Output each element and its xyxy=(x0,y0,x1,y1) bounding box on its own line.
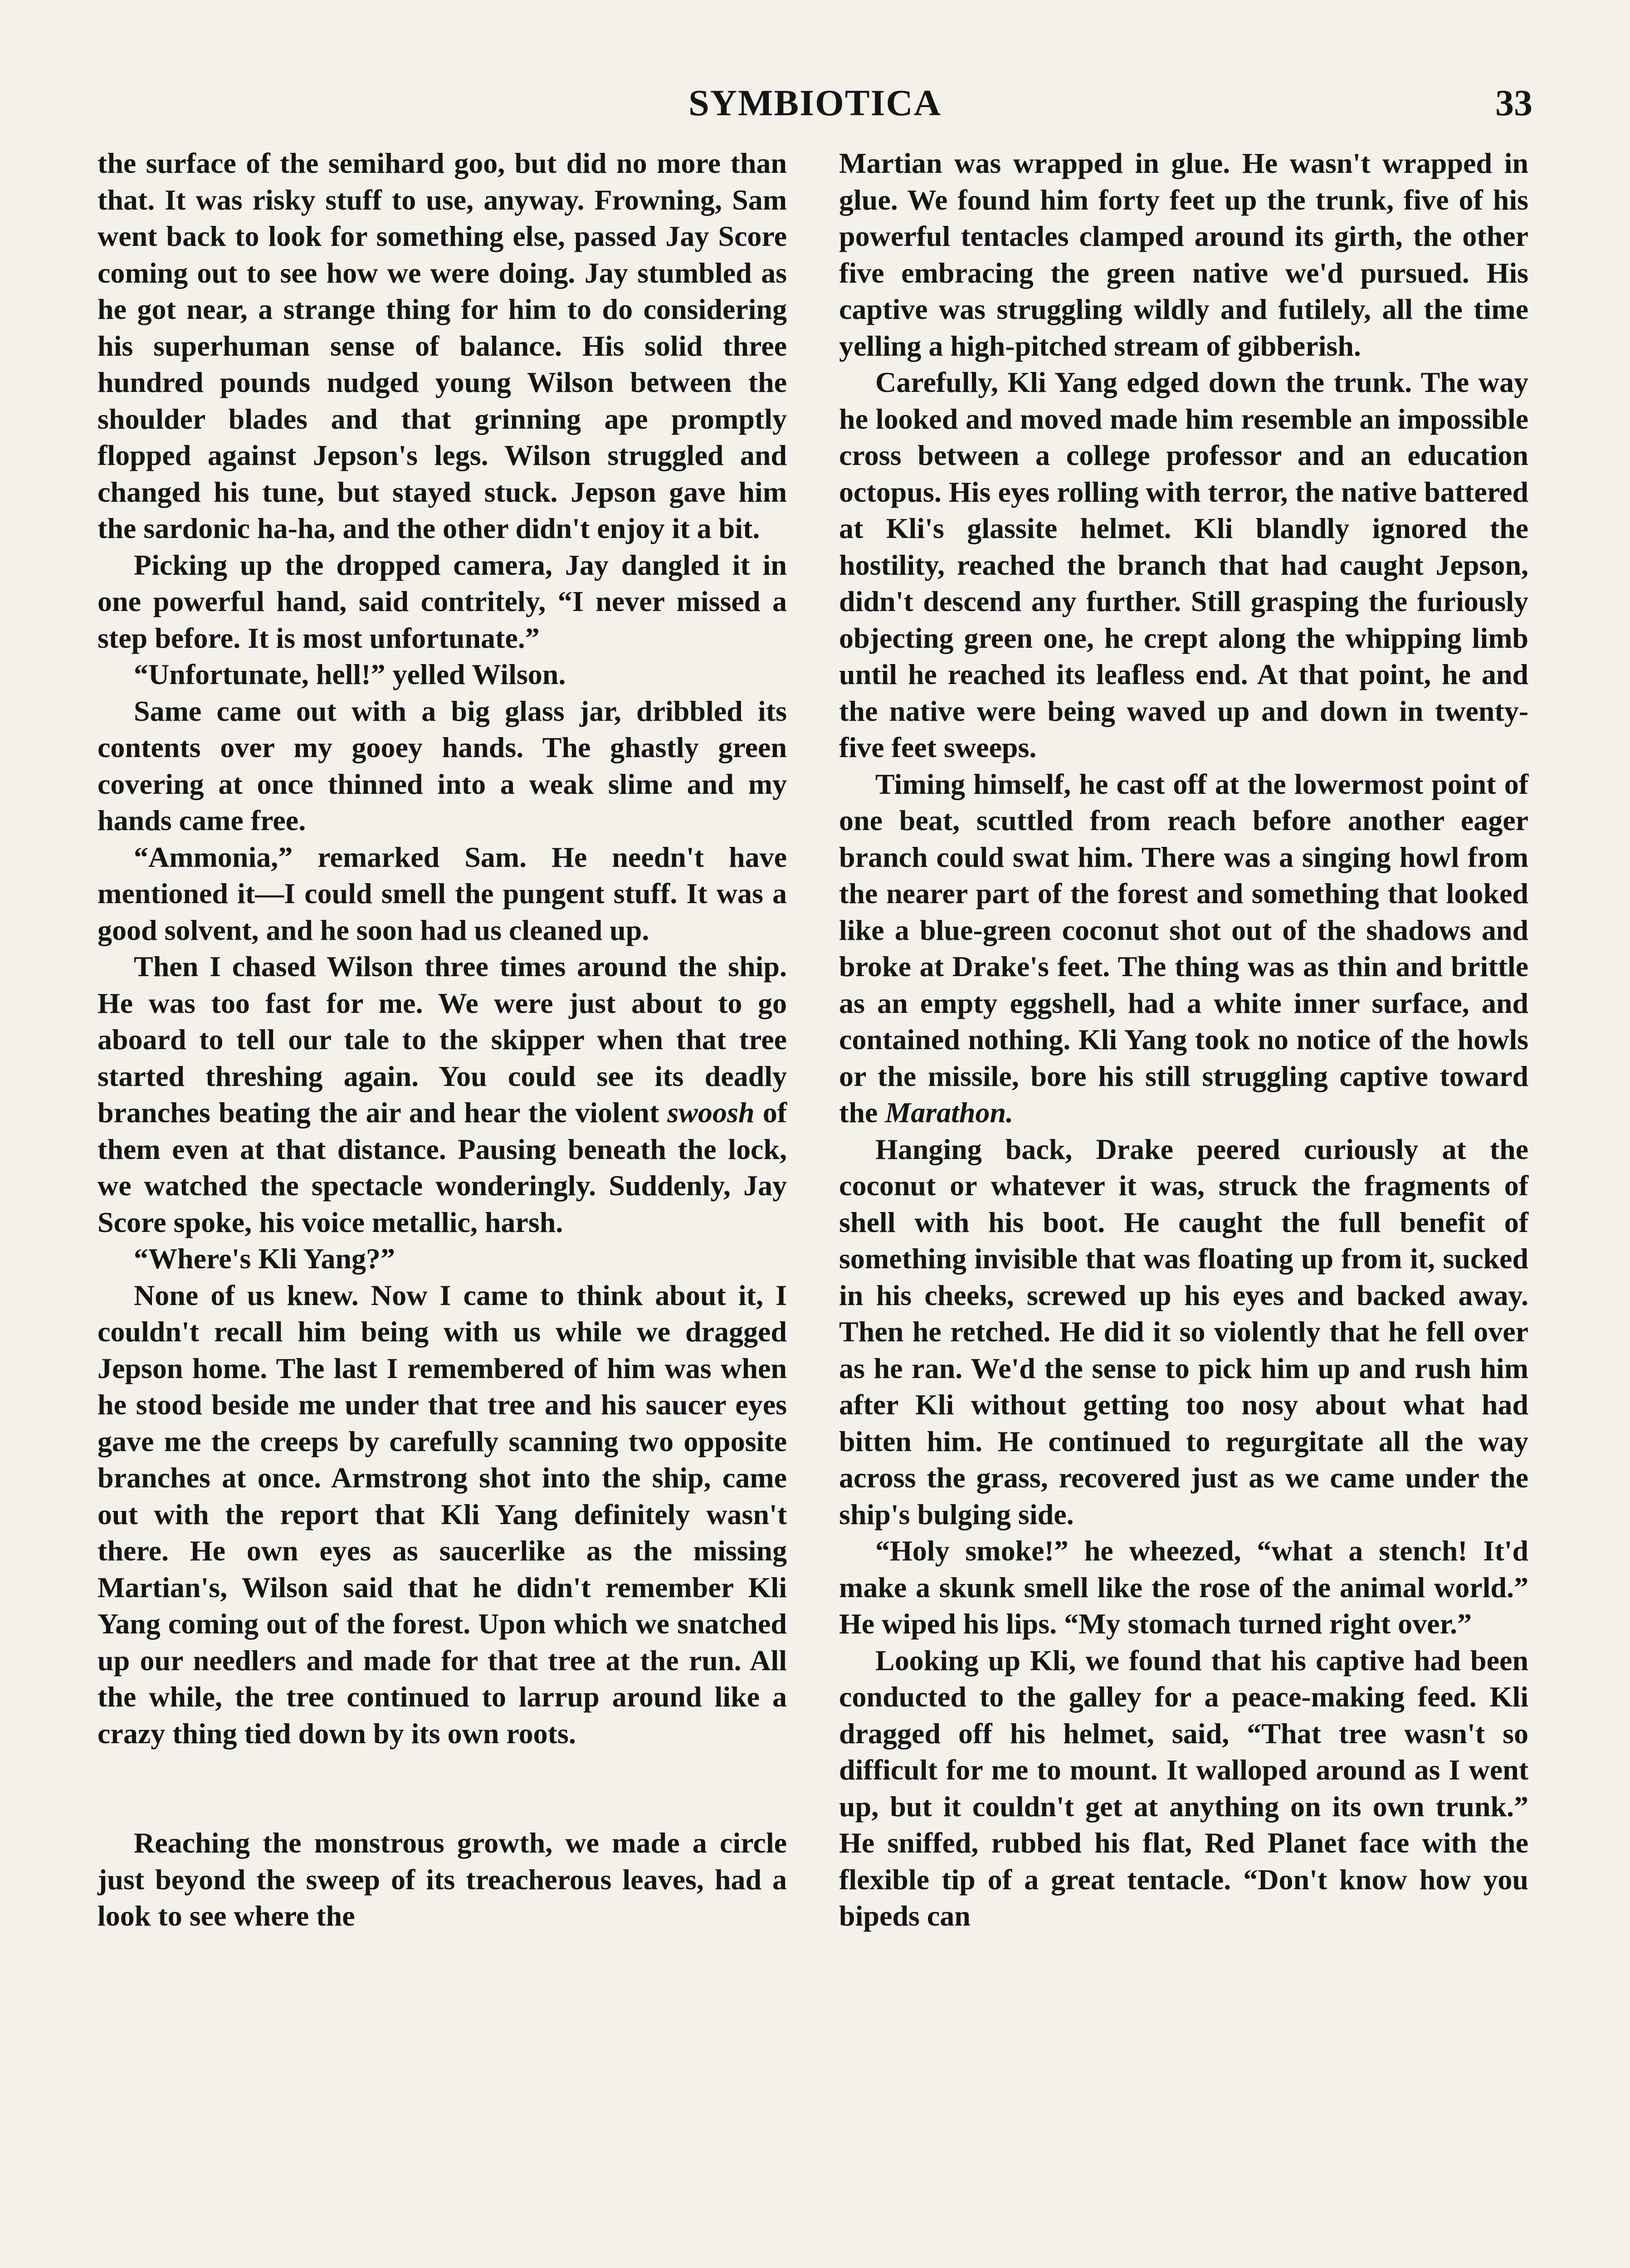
paragraph-text: of them even at that distance. Pausing beneath the lock, we watched the spectacle wonderingly. Suddenly, Jay Score spoke, his voice metallic, harsh. xyxy=(98,1096,787,1238)
paragraph xyxy=(98,948,787,1241)
running-title: SYMBIOTICA xyxy=(688,82,942,123)
paragraph: Reaching the monstrous growth, we made a circle just beyond the sweep of its treacherous leaves, had a look to see where the xyxy=(98,1827,787,1932)
paragraph: Looking up Kli, we found that his captive had been conducted to the galley for a peace-making feed. Kli dragged off his helmet, said, “That tree wasn't so difficult for me to mount. It walloped around as I went up, but it couldn't get at anything on its own trunk.” He sniffed, rubbed his flat, Red Planet face with the flexible tip of a great tentacle. “Don't know how you bipeds can xyxy=(839,1644,1528,1932)
page-header xyxy=(0,82,1630,132)
paragraph: “Holy smoke!” he wheezed, “what a stench! It'd make a skunk smell like the rose of the animal world.” He wiped his lips. “My stomach turned right over.” xyxy=(839,1535,1528,1640)
paragraph: “Ammonia,” remarked Sam. He needn't have mentioned it—I could smell the pungent stuff. It was a good solvent, and he soon had us cleaned up. xyxy=(98,841,787,946)
right-column xyxy=(839,145,1528,1935)
paragraph: Picking up the dropped camera, Jay dangled it in one powerful hand, said contritely, “I never missed a step before. It is most unfortunate.” xyxy=(98,548,787,654)
paragraph: “Unfortunate, hell!” yelled Wilson. xyxy=(134,658,566,690)
paragraph: Carefully, Kli Yang edged down the trunk. The way he looked and moved made him resemble an impossible cross between a college professor and an education octopus. His eyes rolling with terror, the native battered at Kli's glassite helmet. Kli blandly ignored the hostility, reached the branch that had caught Jepson, didn't descend any further. Still grasping the furiously objecting green one, he crept along the whipping limb until he reached its leafless end. At that point, he and the native were being waved up and down in twenty-five feet sweeps. xyxy=(839,366,1528,763)
paragraph: the surface of the semihard goo, but did no more than that. It was risky stuff to use, anyway. Frowning, Sam went back to look for something else, passed Jay Score coming out to see how we were doing. Jay stumbled as he got near, a strange thing for him to do considering his superhuman sense of balance. His solid three hundred pounds nudged young Wilson between the shoulder blades and that grinning ape promptly flopped against Jepson's legs. Wilson struggled and changed his tune, but stayed stuck. Jepson gave him the sardonic ha-ha, and the other didn't enjoy it a bit. xyxy=(98,147,787,544)
page-number: 33 xyxy=(1495,82,1532,123)
paragraph: “Where's Kli Yang?” xyxy=(134,1242,395,1275)
paragraph: Martian was wrapped in glue. He wasn't wrapped in glue. We found him forty feet up the trunk, five of his powerful tentacles clamped around its girth, the other five embracing the green native we'd pursued. His captive was struggling wildly and futilely, all the time yelling a high-pitched stream of gibberish. xyxy=(839,147,1528,362)
italic-word: swoosh xyxy=(667,1096,755,1129)
paragraph xyxy=(839,766,1528,1131)
paragraph: None of us knew. Now I came to think about it, I couldn't recall him being with us while we dragged Jepson home. The last I remembered of him was when he stood beside me under that tree and his saucer eyes gave me the creeps by carefully scanning two opposite branches at once. Armstrong shot into the ship, came out with the report that Kli Yang definitely wasn't there. He own eyes as saucerlike as the missing Martian's, Wilson said that he didn't remember Kli Yang coming out of the forest. Upon which we snatched up our needlers and made for that tree at the run. All the while, the tree continued to larrup around like a crazy thing tied down by its own roots. xyxy=(98,1279,787,1750)
paragraph-text: Then I chased Wilson three times around the ship. He was too fast for me. We were just about to go aboard to tell our tale to the skipper when that tree started threshing again. You could see its deadly branches beating the air and hear the violent xyxy=(98,950,787,1129)
left-column xyxy=(98,145,787,1935)
paragraph: Hanging back, Drake peered curiously at the coconut or whatever it was, struck the fragments of shell with his boot. He caught the full benefit of something invisible that was floating up from it, sucked in his cheeks, screwed up his eyes and backed away. Then he retched. He did it so violently that he fell over as he ran. We'd the sense to pick him up and rush him after Kli without getting too nosy about what had bitten him. He continued to regurgitate all the way across the grass, recovered just as we came under the ship's bulging side. xyxy=(839,1133,1528,1530)
italic-ship-name: Marathon. xyxy=(885,1096,1014,1129)
paragraph-text: Timing himself, he cast off at the lowermost point of one beat, scuttled from reach before another eager branch could swat him. There was a singing howl from the nearer part of the forest and something that looked like a blue-green coconut shot out of the shadows and broke at Drake's feet. The thing was as thin and brittle as an empty eggshell, had a white inner surface, and contained nothing. Kli Yang took no notice of the howls or the missile, bore his still struggling captive toward the xyxy=(839,767,1528,1129)
paragraph: Same came out with a big glass jar, dribbled its contents over my gooey hands. The ghastly green covering at once thinned into a weak slime and my hands came free. xyxy=(98,694,787,836)
